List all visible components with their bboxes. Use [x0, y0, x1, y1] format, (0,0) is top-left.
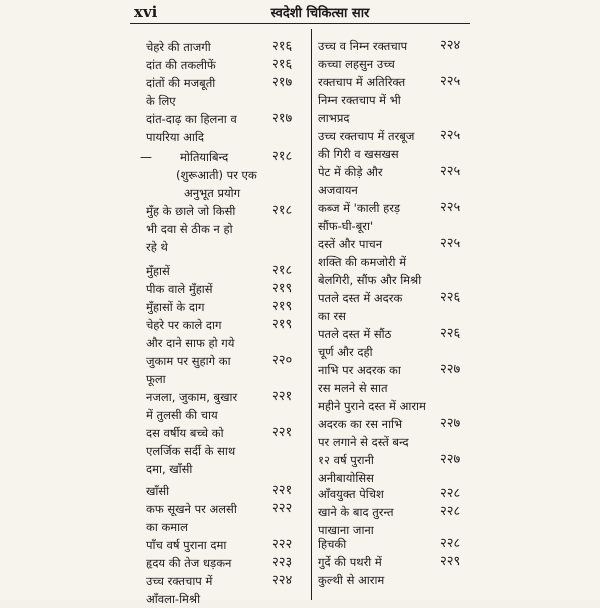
index-entry-text: पर लगाने से दस्तें बन्द	[318, 435, 409, 449]
page-reference: २१९	[272, 299, 293, 314]
index-entry-text: उच्च रक्तचाप में तरबूज	[318, 129, 415, 143]
index-entry-text: शक्ति की कमजोरी में	[318, 255, 407, 269]
index-entry-text: नाभि पर अदरक का	[318, 363, 401, 377]
index-entry-text: हृदय की तेज धड़कन	[146, 556, 232, 570]
index-entry-text: नजला, जुकाम, बुखार	[146, 390, 238, 404]
index-entry	[318, 199, 400, 235]
index-entry-text: मोतियाबिन्द	[180, 150, 229, 164]
index-entry-text: सौंफ-घी-बूरा'	[318, 219, 374, 233]
page-reference: २२५	[440, 128, 461, 143]
index-entry-text: लाभप्रद	[318, 111, 350, 125]
page-reference: २२५	[440, 200, 461, 215]
page-reference: २१९	[272, 317, 293, 332]
index-entry	[318, 553, 384, 589]
index-entry-text: मुँहासों के दाग	[146, 300, 205, 314]
index-entry-text: कच्चा लहसुन उच्च	[318, 57, 395, 71]
page-reference: २२०	[272, 353, 293, 368]
index-entry-text: खाने के बाद तुरन्त	[318, 505, 394, 519]
index-entry-text: उच्च व निम्न रक्तचाप	[318, 39, 408, 53]
page-reference: २२१	[272, 389, 293, 404]
page-number: xvi	[134, 3, 158, 21]
page-reference: २२६	[440, 290, 461, 305]
index-entry-text: पतले दस्त में सौंठ	[318, 327, 392, 341]
index-entry-text: चेहरे की ताजगी	[146, 40, 211, 54]
page-reference: २२८	[440, 504, 461, 519]
index-entry-text: और दाने साफ हो गये	[146, 336, 235, 350]
index-entry-text: १२ वर्ष पुरानी	[318, 453, 374, 467]
index-entry	[318, 55, 395, 73]
index-entry-text: पीक वाले मुँहासें	[146, 282, 213, 296]
index-entry-text: चूर्ण और दही	[318, 345, 373, 359]
index-entry-text: फूला	[146, 372, 166, 386]
page-reference: २२८	[440, 486, 461, 501]
index-entry-text: का कमाल	[146, 520, 188, 534]
index-entry	[318, 451, 374, 469]
page-reference: २२९	[440, 554, 461, 569]
page-reference: २२५	[440, 236, 461, 251]
index-entry-text: बेलगिरी, सौंफ और मिश्री	[318, 273, 422, 287]
page-reference: २२४	[440, 38, 461, 53]
index-entry-text: पाँच वर्ष पुराना दमा	[146, 538, 227, 552]
index-entry-text: (शुरूआती) पर एक	[176, 168, 257, 182]
index-entry-text: कुल्थी से आराम	[318, 573, 385, 587]
index-entry-text: एलर्जिक सर्दी के साथ	[146, 444, 236, 458]
index-entry-text: मुँहासें	[146, 264, 170, 278]
index-entry	[318, 73, 405, 127]
index-entry-text: आँवयुक्त पेचिश	[318, 487, 384, 501]
index-entry	[318, 127, 414, 163]
index-entry	[318, 235, 382, 253]
index-entry-text: पाखाना जाना	[318, 523, 374, 537]
page-reference: २१६	[272, 57, 293, 72]
page-reference: २२७	[440, 416, 461, 431]
index-entry-text: अनुभूत प्रयोग	[184, 186, 241, 200]
index-entry	[318, 503, 394, 521]
page-reference: २२७	[440, 362, 461, 377]
index-entry-text: दांतों की मजबूती	[146, 76, 216, 90]
index-entry-text: चेहरे पर काले दाग	[146, 318, 222, 332]
index-entry-text: अजवायन	[318, 183, 358, 197]
entry-dash: —	[140, 150, 152, 164]
index-entry-text: निम्न रक्तचाप में भी	[318, 93, 401, 107]
index-entry-text: दांत-दाढ़ का हिलना व	[146, 112, 237, 126]
index-entry	[318, 253, 421, 289]
index-entry	[318, 415, 409, 451]
index-entry-text: दमा, खाँसी	[146, 462, 193, 476]
index-entry-text: के लिए	[146, 94, 176, 108]
index-entry	[318, 325, 391, 361]
index-entry	[318, 485, 384, 503]
index-entry-text: अदरक का रस नाभि	[318, 417, 403, 431]
index-entry-text: रक्तचाप में अतिरिक्त	[318, 75, 406, 89]
page-reference: २२२	[272, 501, 293, 516]
index-entry	[318, 289, 402, 325]
index-entry-text: पतले दस्त में अदरक	[318, 291, 403, 305]
index-entry-text: में तुलसी की चाय	[146, 408, 218, 422]
index-entry-text: मुँह के छाले जो किसी	[146, 204, 236, 218]
page-reference: २१८	[272, 203, 293, 218]
page-reference: २२१	[272, 425, 293, 440]
index-entry-text: का रस	[318, 309, 346, 323]
index-entry-text: भी दवा से ठीक न हो	[146, 222, 233, 236]
page-reference: २२२	[272, 537, 293, 552]
index-entry-text: गुर्दे की पथरी में	[318, 555, 382, 569]
index-entry-text: दस वर्षीय बच्चे को	[146, 426, 224, 440]
index-entry	[318, 37, 407, 55]
index-entry-text: दस्तें और पाचन	[318, 237, 383, 251]
page-reference: २१६	[272, 39, 293, 54]
page-reference: २२३	[272, 555, 293, 570]
index-entry-text: कब्ज में 'काली हरड़	[318, 201, 401, 215]
page-reference: २२५	[440, 164, 461, 179]
page-reference: २२४	[272, 573, 293, 588]
page-reference: २२१	[272, 483, 293, 498]
index-entry-text: दांत की तकलीफें	[146, 58, 216, 72]
index-entry-text: पायरिया आदि	[146, 130, 205, 144]
index-entry-text: महीने पुराने दस्त में आराम	[318, 399, 426, 413]
index-entry-text: रहे थे	[146, 240, 168, 254]
index-entry-text: कफ सूखने पर अलसी	[146, 502, 237, 516]
index-entry-text: खाँसी	[146, 484, 170, 498]
page-reference: २१७	[272, 111, 293, 126]
page-reference: २१८	[272, 149, 293, 164]
page-reference: २२५	[440, 74, 461, 89]
index-entry	[318, 361, 401, 397]
page-reference: २२८	[440, 536, 461, 551]
running-title: स्वदेशी चिकित्सा सार	[270, 6, 370, 21]
page-reference: २१९	[272, 281, 293, 296]
index-entry	[318, 163, 383, 199]
page-reference: २२६	[440, 326, 461, 341]
index-entry-text: पेट में कीड़े और	[318, 165, 383, 179]
index-entry	[318, 397, 426, 415]
index-entry-text: अनीबायोसिस	[318, 471, 374, 485]
index-entry-text: उच्च रक्तचाप में	[146, 574, 213, 588]
page-reference: २१८	[272, 263, 293, 278]
page-reference: २२७	[440, 452, 461, 467]
index-entry-text: हिचकी	[318, 537, 347, 551]
index-entry-text: आँवला-मिश्री	[146, 592, 201, 606]
index-entry-text: जुकाम पर सुहागे का	[146, 354, 231, 368]
index-entry-text: रस मलने से सात	[318, 381, 388, 395]
index-entry-text: की गिरी व खसखस	[318, 147, 399, 161]
index-entry	[318, 535, 346, 553]
page-reference: २१७	[272, 75, 293, 90]
